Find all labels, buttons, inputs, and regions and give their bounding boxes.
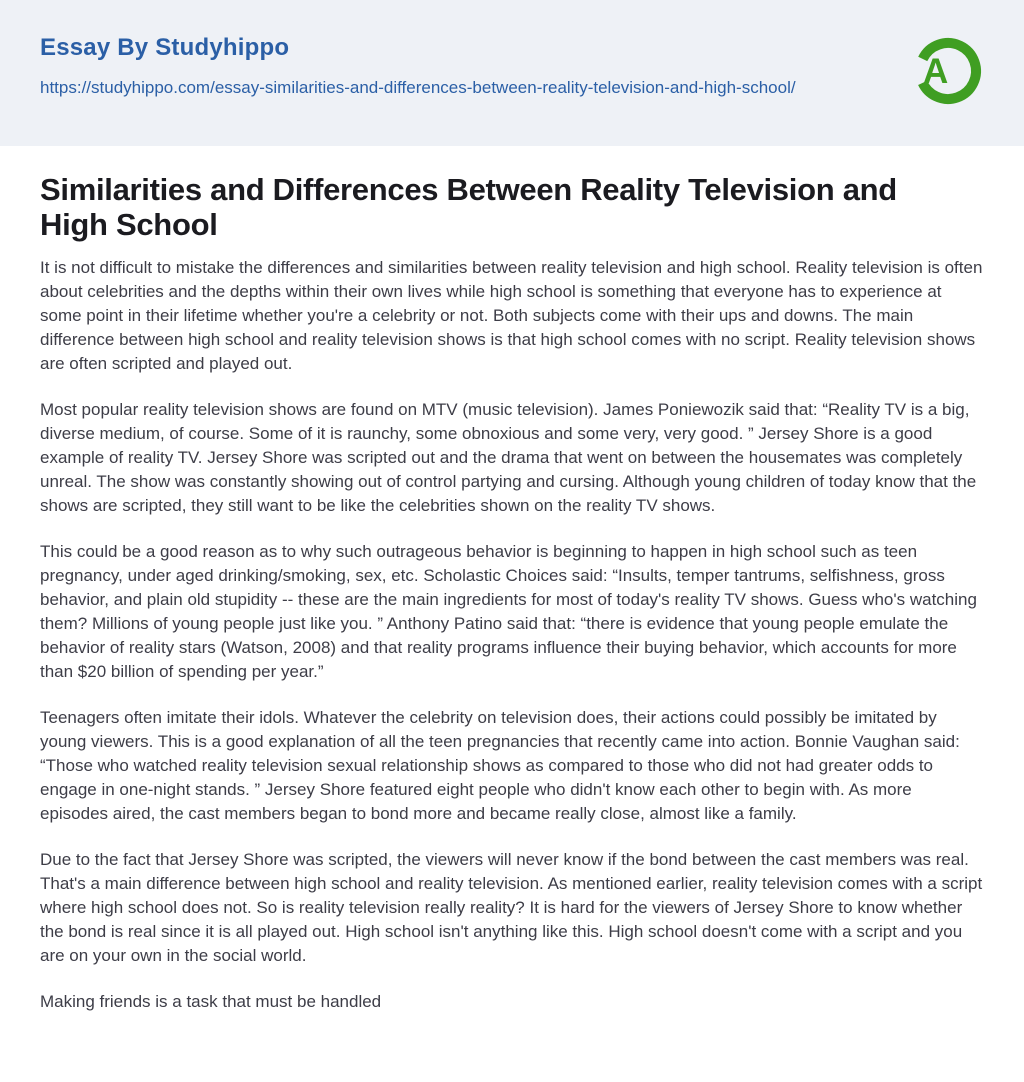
header	[0, 0, 1024, 146]
source-url-link[interactable]: https://studyhippo.com/essay-similarities-and-differences-between-reality-television-and-high-school/	[40, 78, 796, 97]
essay-body	[40, 256, 984, 1014]
essay-paragraph: Due to the fact that Jersey Shore was scripted, the viewers will never know if the bond between the cast members was real. That's a main difference between high school and reality television. As mentioned earlier, reality television comes with a script where high school does not. So is reality television really reality? It is hard for the viewers of Jersey Shore to know whether the bond is real since it is all played out. High school isn't anything like this. High school doesn't come with a script and you are on your own in the social world.	[40, 850, 983, 965]
essay-paragraph: Making friends is a task that must be handled	[40, 992, 382, 1011]
essay-paragraph: Teenagers often imitate their idols. Whatever the celebrity on television does, their actions could possibly be imitated by young viewers. This is a good explanation of all the teen pregnancies that recently came into action. Bonnie Vaughan said: “Those who watched reality television sexual relationship shows as compared to those who did not had greater odds to engage in one-night stands. ” Jersey Shore featured eight people who didn't know each other to begin with. As more episodes aired, the cast members began to bond more and became really close, almost like a family.	[40, 708, 960, 823]
essay-title: Similarities and Differences Between Reality Television and High School	[40, 172, 897, 242]
studyhippo-logo	[912, 35, 984, 107]
essay-content	[0, 146, 1024, 1014]
essay-paragraph: Most popular reality television shows are found on MTV (music television). James Poniewozik said that: “Reality TV is a big, diverse medium, of course. Some of it is raunchy, some obnoxious and some very, very good. ” Jersey Shore is a good example of reality TV. Jersey Shore was scripted out and the drama that went on between the housemates was completely unreal. The show was constantly showing out of control partying and cursing. Although young children of today know that the shows are scripted, they still want to be like the celebrities shown on the reality TV shows.	[40, 400, 977, 515]
logo-letter: A	[923, 52, 949, 92]
brand-title: Essay By Studyhippo	[40, 34, 290, 61]
header-text	[40, 34, 796, 101]
essay-paragraph: It is not difficult to mistake the differences and similarities between reality television and high school. Reality television is often about celebrities and the depths within their own lives while high school is something that everyone has to experience at some point in their lifetime whether you're a celebrity or not. Both subjects come with their ups and downs. The main difference between high school and reality television shows is that high school comes with no script. Reality television shows are often scripted and played out.	[40, 258, 983, 373]
essay-paragraph: This could be a good reason as to why such outrageous behavior is beginning to happen in high school such as teen pregnancy, under aged drinking/smoking, sex, etc. Scholastic Choices said: “Insults, temper tantrums, selfishness, gross behavior, and plain old stupidity -- these are the main ingredients for most of today's reality TV shows. Guess who's watching them? Millions of young people just like you. ” Anthony Patino said that: “there is evidence that young people emulate the behavior of reality stars (Watson, 2008) and that reality programs influence their buying behavior, which accounts for more than $20 billion of spending per year.”	[40, 542, 977, 681]
